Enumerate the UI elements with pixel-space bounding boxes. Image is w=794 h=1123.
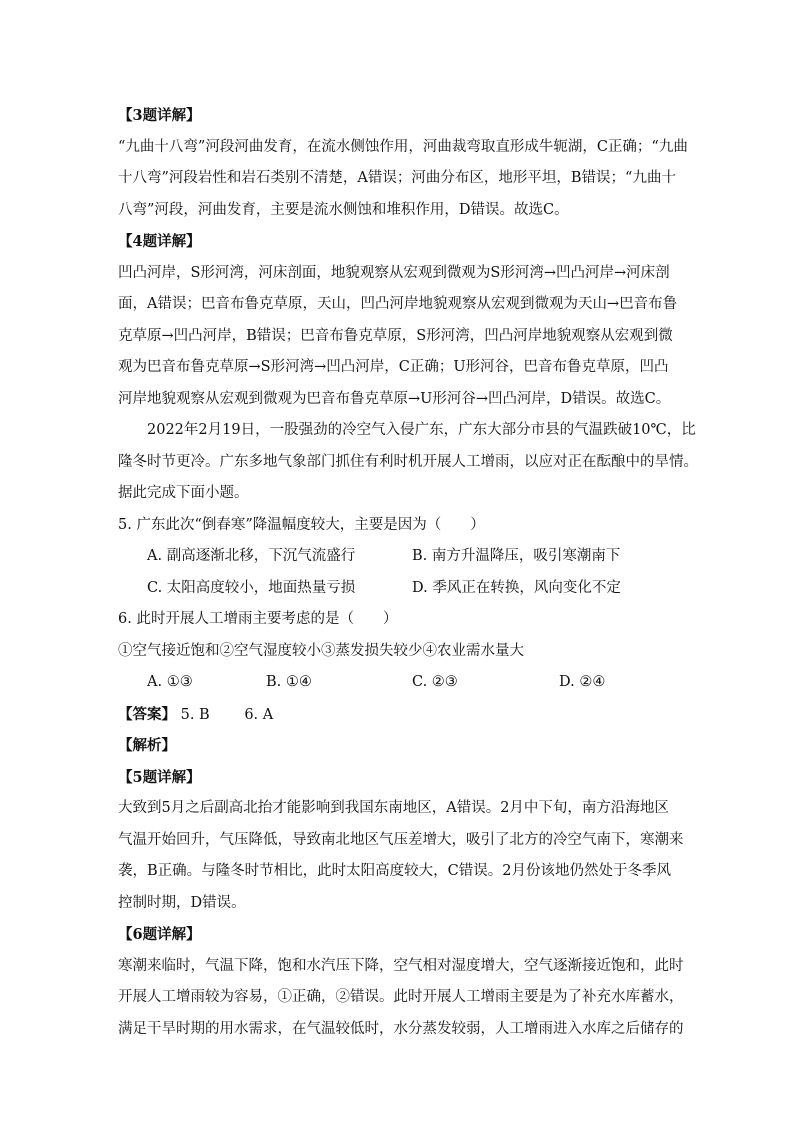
q4-detail-line: 河岸地貌观察从宏观到微观为巴音布鲁克草原→U形河谷→凹凸河岸，D错误。故选C。 — [118, 390, 671, 407]
q4-detail-line: 观为巴音布鲁克草原→S形河湾→凹凸河岸，C正确；U形河谷，巴音布鲁克草原，凹凸 — [118, 359, 669, 375]
passage-line: 据此完成下面小题。 — [118, 485, 249, 501]
question-5-options-row-1 — [118, 541, 694, 573]
q3-detail-line: 八弯”河段，河曲发育，主要是流水侧蚀和堆积作用，D错误。故选C。 — [118, 201, 569, 218]
question-6-option-a: A. ①③ — [147, 674, 193, 690]
q3-detail-line: 十八弯”河段岩性和岩石类别不清楚，A错误；河曲分布区，地形平坦，B错误；“九曲十 — [118, 170, 676, 186]
q3-detail-line: “九曲十八弯”河段河曲发育，在流水侧蚀作用，河曲裁弯取直形成牛轭湖，C正确；“九曲 — [118, 138, 688, 155]
q4-detail-line: 凹凸河岸，S形河湾，河床剖面，地貌观察从宏观到微观为S形河湾→凹凸河岸→河床剖 — [118, 264, 670, 281]
q5-detail-line: 气温开始回升，气压降低，导致南北地区气压差增大，吸引了北方的冷空气南下，寒潮来 — [118, 831, 684, 848]
q3-detail-heading: 【3题详解】 — [118, 107, 201, 124]
question-5-option-c: C. 太阳高度较小，地面热量亏损 — [147, 579, 356, 596]
question-5-option-a: A. 副高逐渐北移，下沉气流盛行 — [147, 548, 356, 564]
q5-detail-line: 控制时期，D错误。 — [118, 894, 246, 911]
q5-detail-line: 袭，B正确。与隆冬时节相比，此时太阳高度较大，C错误。2月份该地仍然处于冬季风 — [118, 863, 671, 879]
answer-row — [118, 699, 694, 731]
question-6-statements: ①空气接近饱和②空气湿度较小③蒸发损失较少④农业需水量大 — [118, 642, 524, 659]
question-6-option-b: B. ①④ — [266, 674, 312, 690]
answer-5: 5. B — [180, 706, 210, 723]
q6-detail-line: 寒潮来临时，气温下降，饱和水汽压下降，空气相对湿度增大，空气逐渐接近饱和，此时 — [118, 957, 684, 974]
q6-detail-line: 满足干旱时期的用水需求，在气温较低时，水分蒸发较弱，人工增雨进入水库之后储存的 — [118, 1020, 684, 1037]
q4-detail-line: 面，A错误；巴音布鲁克草原，天山，凹凸河岸地貌观察从宏观到微观为天山→巴音布鲁 — [118, 296, 678, 312]
question-5-stem: 5. 广东此次“倒春寒”降温幅度较大，主要是因为（ ） — [118, 516, 485, 533]
question-6-options-row — [118, 667, 694, 699]
question-6-option-d: D. ②④ — [559, 674, 606, 690]
q4-detail-line: 克草原→凹凸河岸，B错误；巴音布鲁克草原，S形河湾，凹凸河岸地貌观察从宏观到微 — [118, 327, 673, 344]
q5-detail-line: 大致到5月之后副高北抬才能影响到我国东南地区，A错误。2月中下旬，南方沿海地区 — [118, 800, 669, 816]
q4-detail-heading: 【4题详解】 — [118, 233, 201, 250]
passage-line: 2022年2月19日，一股强劲的冷空气入侵广东，广东大部分市县的气温跌破10℃，比 — [147, 422, 696, 438]
page-content — [118, 100, 698, 1045]
question-5-option-d: D. 季风正在转换，风向变化不定 — [412, 579, 621, 596]
q6-detail-heading: 【6题详解】 — [118, 926, 201, 943]
q6-detail-line: 开展人工增雨较为容易，①正确，②错误。此时开展人工增雨主要是为了补充水库蓄水， — [118, 989, 684, 1005]
question-5-options-row-2 — [118, 573, 694, 605]
question-5-option-b: B. 南方升温降压，吸引寒潮南下 — [412, 548, 621, 564]
answer-label: 【答案】 — [118, 705, 176, 723]
analysis-heading: 【解析】 — [118, 737, 176, 754]
answer-6: 6. A — [244, 706, 274, 723]
question-6-stem: 6. 此时开展人工增雨主要考虑的是（ ） — [118, 611, 398, 627]
passage-line: 隆冬时节更冷。广东多地气象部门抓住有利时机开展人工增雨，以应对正在酝酿中的旱情。 — [118, 453, 698, 470]
q5-detail-heading: 【5题详解】 — [118, 768, 201, 786]
question-6-option-c: C. ②③ — [412, 674, 458, 690]
